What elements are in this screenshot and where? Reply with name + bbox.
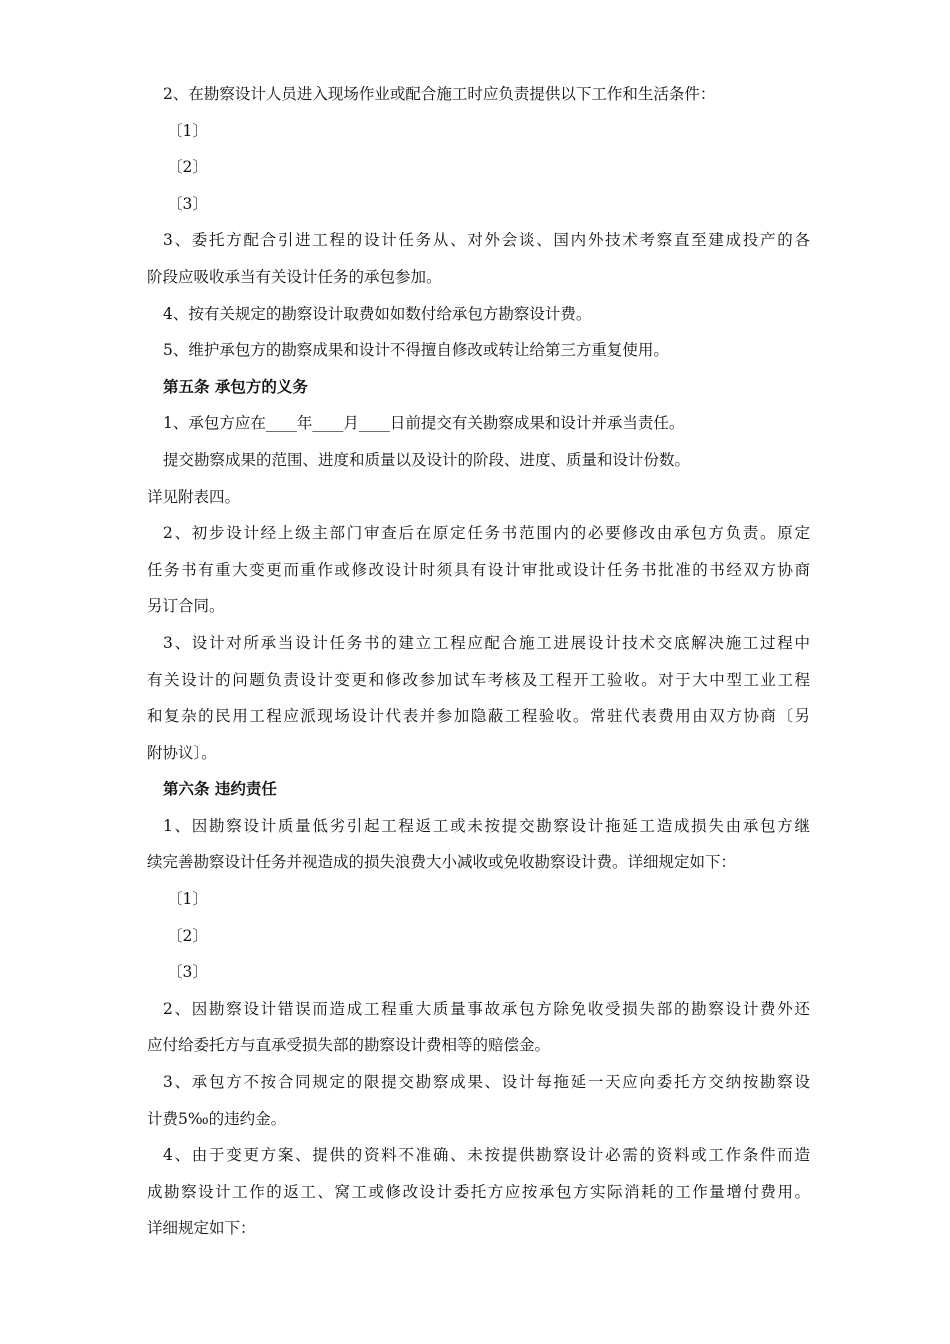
section-heading: 第五条 承包方的义务 — [163, 376, 308, 396]
text-line: 4、按有关规定的勘察设计取费如如数付给承包方勘察设计费。 — [163, 304, 592, 323]
text-line: 和复杂的民用工程应派现场设计代表并参加隐蔽工程验收。常驻代表费用由双方协商〔另 — [147, 707, 810, 726]
text-line: 4、由于变更方案、提供的资料不准确、未按提供勘察设计必需的资料或工作条件而造 — [163, 1146, 810, 1165]
text-line: 提交勘察成果的范围、进度和质量以及设计的阶段、进度、质量和设计份数。 — [163, 450, 691, 469]
text-line: 5、维护承包方的勘察成果和设计不得擅自修改或转让给第三方重复使用。 — [163, 341, 669, 360]
text-line: 另订合同。 — [147, 597, 225, 616]
text-line: 详细规定如下： — [147, 1219, 256, 1238]
section-heading: 第六条 违约责任 — [163, 779, 277, 799]
document-body — [147, 76, 810, 1247]
text-line: 3、承包方不按合同规定的限提交勘察成果、设计每拖延一天应向委托方交纳按勘察设 — [163, 1073, 810, 1092]
text-line: 3、委托方配合引进工程的设计任务从、对外会谈、国内外技术考察直至建成投产的各 — [163, 231, 810, 250]
text-line: 2、初步设计经上级主部门审查后在原定任务书范围内的必要修改由承包方负责。原定 — [163, 524, 810, 543]
text-line: 2、因勘察设计错误而造成工程重大质量事故承包方除免收受损失部的勘察设计费外还 — [163, 999, 810, 1018]
text-line: 阶段应吸收承当有关设计任务的承包参加。 — [147, 267, 442, 286]
text-line: 〔1〕 — [167, 121, 208, 140]
text-line: 详见附表四。 — [147, 487, 241, 506]
text-line: 1、承包方应在____年____月____日前提交有关勘察成果和设计并承当责任。 — [163, 414, 685, 433]
text-line: 〔3〕 — [167, 963, 208, 982]
text-line: 有关设计的问题负责设计变更和修改参加试车考核及工程开工验收。对于大中型工业工程 — [147, 670, 810, 689]
text-line: 〔3〕 — [167, 194, 208, 213]
text-line: 任务书有重大变更而重作或修改设计时须具有设计审批或设计任务书批准的书经双方协商 — [147, 560, 810, 579]
text-line: 3、设计对所承当设计任务书的建立工程应配合施工进展设计技术交底解决施工过程中 — [163, 633, 810, 652]
text-line: 2、在勘察设计人员进入现场作业或配合施工时应负责提供以下工作和生活条件： — [163, 85, 716, 103]
text-line: 计费5‰的违约金。 — [147, 1109, 287, 1128]
text-line: 续完善勘察设计任务并视造成的损失浪费大小减收或免收勘察设计费。详细规定如下： — [147, 853, 737, 872]
text-line: 〔1〕 — [167, 890, 208, 909]
text-line: 附协议〕。 — [147, 743, 217, 762]
text-line: 〔2〕 — [167, 158, 208, 177]
text-line: 成勘察设计工作的返工、窝工或修改设计委托方应按承包方实际消耗的工作量增付费用。 — [147, 1182, 810, 1201]
text-line: 1、因勘察设计质量低劣引起工程返工或未按提交勘察设计拖延工造成损失由承包方继 — [163, 816, 810, 835]
text-line: 〔2〕 — [167, 926, 208, 945]
text-line: 应付给委托方与直承受损失部的勘察设计费相等的赔偿金。 — [147, 1036, 551, 1055]
